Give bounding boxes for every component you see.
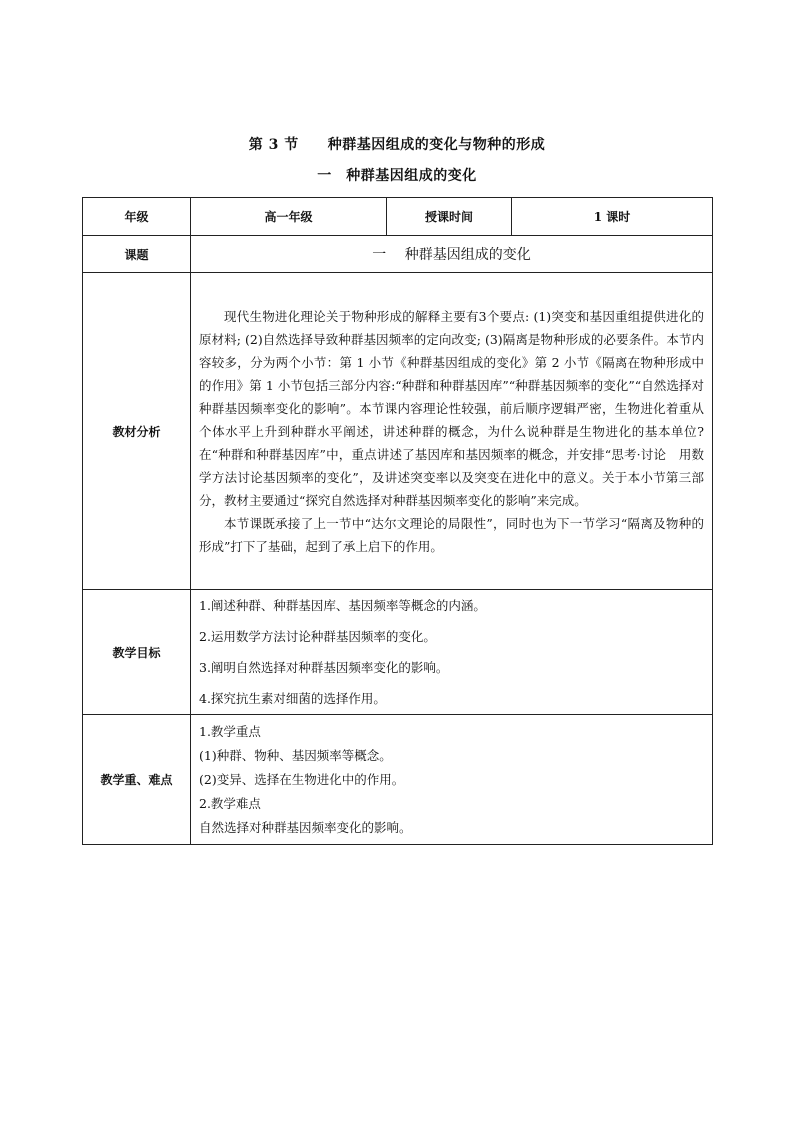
section-title: 第 3 节 种群基因组成的变化与物种的形成 (248, 137, 546, 153)
goal-item: 3.阐明自然选择对种群基因频率变化的影响。 (199, 660, 449, 675)
lesson-plan-table (82, 197, 713, 845)
analysis-paragraph: 现代生物进化理论关于物种形成的解释主要有3个要点: (1)突变和基因重组提供进化的原材料; (2)自然选择导致种群基因频率的定向改变; (3)隔离是物种形成的必要条件。本节内容较多，分为两个小节：第 1 小节《种群基因组成的变化》第 2 小节《隔离在物种形成中的作用》第 1 小节包括三部分内容:“种群和种群基因库”“种群基因频率的变化”“自然选择对种群基因频率变化的影响”。本节课内容理论性较强，前后顺序逻辑严密，生物进化着重从个体水平上升到种群水平阐述，讲述种群的概念，为什么说种群是生物进化的基本单位?在“种群和种群基因库”中，重点讲述了基因库和基因频率的概念，并安排“思考·讨论 用数学方法讨论基因频率的变化”，及讲述突变率以及突变在进化中的意义。关于本小节第三部分，教材主要通过“探究自然选择对种群基因频率变化的影响”来完成。 (199, 308, 704, 508)
goal-item: 4.探究抗生素对细菌的选择作用。 (199, 691, 386, 706)
time-label: 授课时间 (387, 198, 512, 236)
goal-item: 1.阐述种群、种群基因库、基因频率等概念的内涵。 (199, 598, 486, 613)
keypoint-item: 1.教学重点 (199, 723, 261, 739)
goals-row (83, 590, 713, 715)
keypoint-item: 2.教学难点 (199, 795, 261, 811)
keypoint-item: (2)变异、选择在生物进化中的作用。 (199, 771, 405, 787)
analysis-paragraph: 本节课既承接了上一节中“达尔文理论的局限性”，同时也为下一节学习“隔离及物种的形成”打下了基础，起到了承上启下的作用。 (199, 515, 704, 554)
goals-content (191, 590, 713, 715)
keypoints-label: 教学重、难点 (83, 715, 191, 845)
keypoint-item: 自然选择对种群基因频率变化的影响。 (199, 819, 412, 835)
topic-value: 一 种群基因组成的变化 (191, 236, 713, 273)
keypoint-item: (1)种群、物种、基因频率等概念。 (199, 747, 392, 763)
topic-label: 课题 (83, 236, 191, 273)
goals-label: 教学目标 (83, 590, 191, 715)
grade-value: 高一年级 (191, 198, 387, 236)
lesson-title: 一 种群基因组成的变化 (317, 168, 477, 184)
goal-item: 2.运用数学方法讨论种群基因频率的变化。 (199, 629, 436, 644)
keypoints-row (83, 715, 713, 845)
grade-row (83, 198, 713, 236)
topic-row (83, 236, 713, 273)
analysis-content (191, 273, 713, 590)
analysis-label: 教材分析 (83, 273, 191, 590)
keypoints-content (191, 715, 713, 845)
time-value: 1 课时 (512, 198, 713, 236)
grade-label: 年级 (83, 198, 191, 236)
analysis-row (83, 273, 713, 590)
